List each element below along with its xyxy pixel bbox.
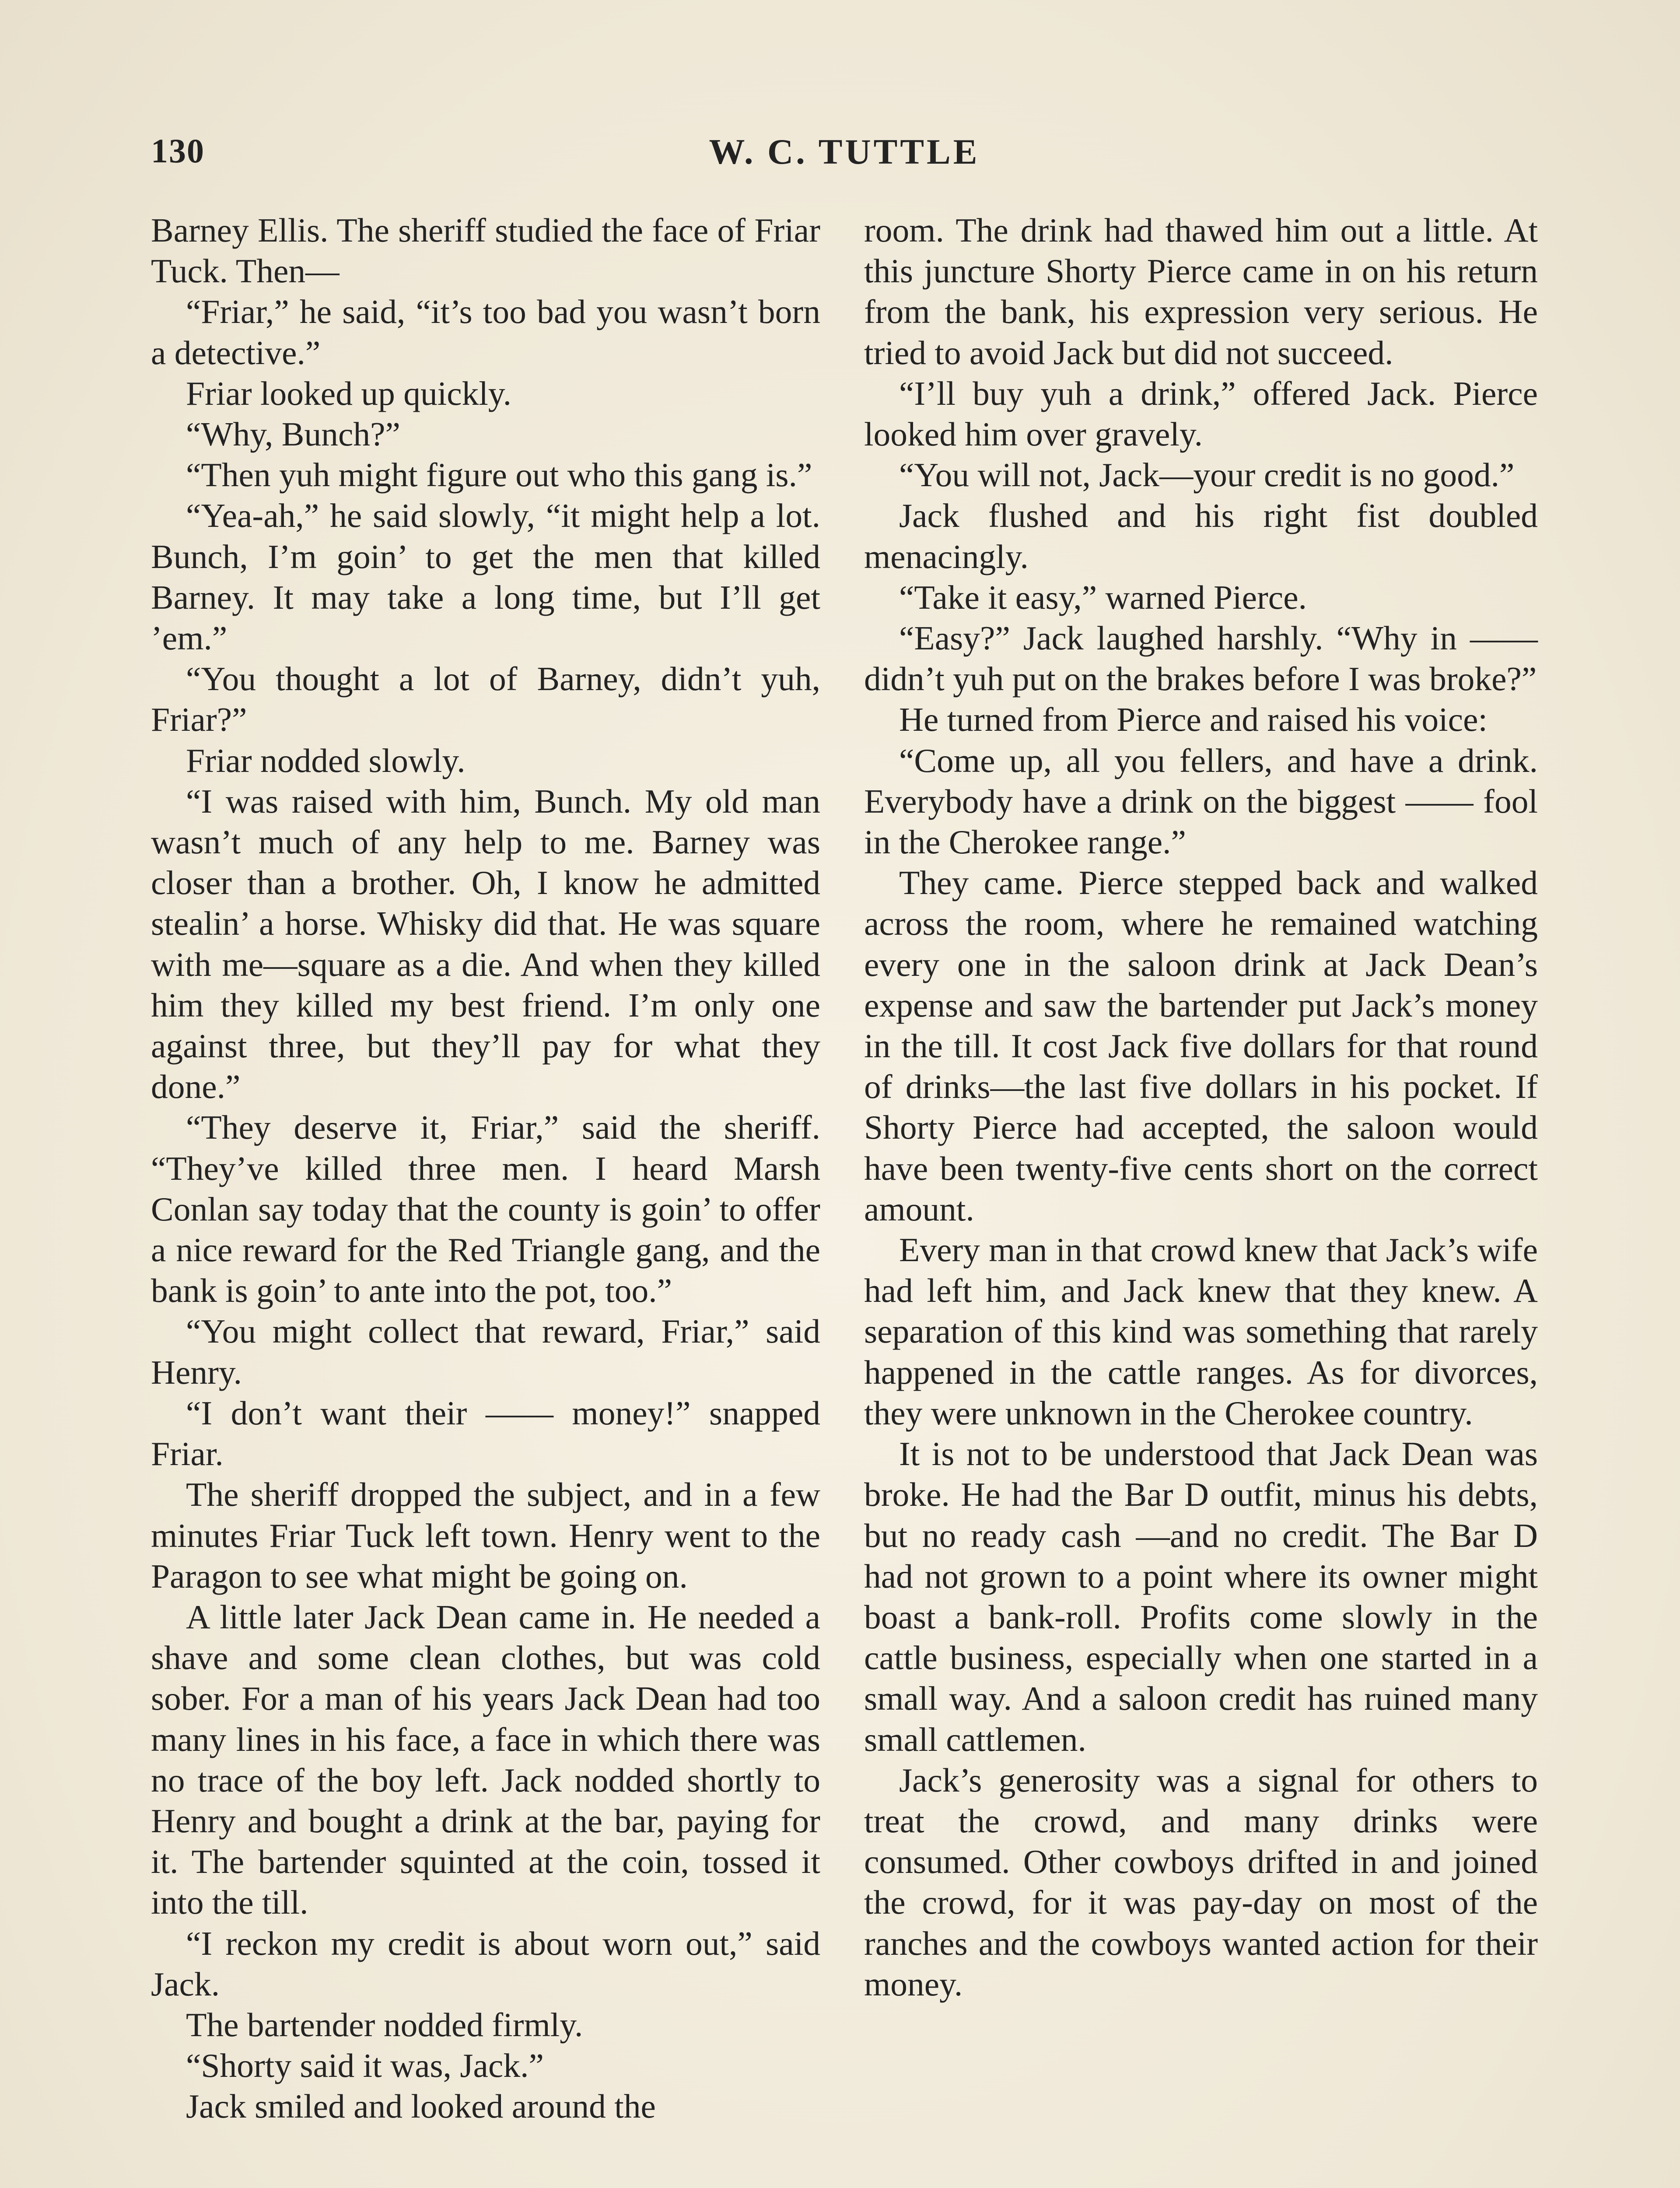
paragraph: The bartender nodded firmly.: [186, 2006, 583, 2044]
paragraph: “Take it easy,” warned Pierce.: [899, 578, 1307, 616]
page-header: [151, 131, 1538, 184]
paragraph: It is not to be understood that Jack Dean was broke. He had the Bar D outfit, minus his debts, but no ready cash —and no credit. The Bar D had not grown to a point where its owner might boast a bank-roll. Profits come slowly in the cattle business, especially when one started in a small way. And a saloon credit has ruined many small cattlemen.: [864, 1435, 1538, 1758]
paragraph: A little later Jack Dean came in. He needed a shave and some clean clothes, but was cold sober. For a man of his years Jack Dean had too many lines in his face, a face in which there was no trace of the boy left. Jack nodded shortly to Henry and bought a drink at the bar, paying for it. The bartender squinted at the coin, tossed it into the till.: [151, 1598, 820, 1922]
paragraph: “Then yuh might figure out who this gang is.”: [186, 456, 812, 494]
paragraph: “Easy?” Jack laughed harshly. “Why in —— didn’t yuh put on the brakes before I was broke?”: [864, 619, 1538, 698]
paragraph: The sheriff dropped the subject, and in a few minutes Friar Tuck left town. Henry went to the Paragon to see what might be going on.: [151, 1476, 820, 1595]
paragraph: “You will not, Jack—your credit is no good.”: [899, 456, 1515, 494]
paragraph: “I’ll buy yuh a drink,” offered Jack. Pierce looked him over gravely.: [864, 374, 1538, 453]
paragraph: “You might collect that reward, Friar,” said Henry.: [151, 1312, 820, 1391]
right-column: [864, 210, 1538, 2005]
paragraph: “Why, Bunch?”: [186, 415, 400, 453]
paragraph: Barney Ellis. The sheriff studied the face of Friar Tuck. Then—: [151, 211, 820, 290]
running-head: W. C. TUTTLE: [709, 132, 980, 172]
paragraph: “I reckon my credit is about worn out,” said Jack.: [151, 1924, 820, 2003]
page-number: 130: [151, 132, 205, 170]
paragraph: Friar nodded slowly.: [186, 741, 466, 779]
paragraph: “I don’t want their —— money!” snapped Friar.: [151, 1394, 820, 1473]
paragraph: “Friar,” he said, “it’s too bad you wasn’t born a detective.”: [151, 293, 820, 372]
paragraph: He turned from Pierce and raised his voice:: [899, 701, 1488, 739]
paragraph: Jack smiled and looked around the: [186, 2087, 656, 2125]
paragraph: “Yea-ah,” he said slowly, “it might help a lot. Bunch, I’m goin’ to get the men that killed Barney. It may take a long time, but I’ll get ’em.”: [151, 497, 820, 657]
paragraph: They came. Pierce stepped back and walked across the room, where he remained watching every one in the saloon drink at Jack Dean’s expense and saw the bartender put Jack’s money in the till. It cost Jack five dollars for that round of drinks—the last five dollars in his pocket. If Shorty Pierce had accepted, the saloon would have been twenty-five cents short on the correct amount.: [864, 864, 1538, 1228]
paragraph: “I was raised with him, Bunch. My old man wasn’t much of any help to me. Barney was closer than a brother. Oh, I know he admitted stealin’ a horse. Whisky did that. He was square with me—square as a die. And when they killed him they killed my best friend. I’m only one against three, but they’ll pay for what they done.”: [151, 782, 820, 1106]
paragraph: “You thought a lot of Barney, didn’t yuh, Friar?”: [151, 660, 820, 739]
left-column: [151, 210, 820, 2127]
paragraph: “They deserve it, Friar,” said the sheriff. “They’ve killed three men. I heard Marsh Conlan say today that the county is goin’ to offer a nice reward for the Red Triangle gang, and the bank is goin’ to ante into the pot, too.”: [151, 1108, 820, 1310]
paragraph: “Come up, all you fellers, and have a drink. Everybody have a drink on the biggest —— fool in the Cherokee range.”: [864, 741, 1538, 861]
paragraph: room. The drink had thawed him out a little. At this juncture Shorty Pierce came in on his return from the bank, his expression very serious. He tried to avoid Jack but did not succeed.: [864, 211, 1538, 372]
paragraph: “Shorty said it was, Jack.”: [186, 2047, 544, 2085]
paragraph: Every man in that crowd knew that Jack’s wife had left him, and Jack knew that they knew. A separation of this kind was something that rarely happened in the cattle ranges. As for divorces, they were unknown in the Cherokee country.: [864, 1231, 1538, 1432]
paragraph: Jack’s generosity was a signal for others to treat the crowd, and many drinks were consumed. Other cowboys drifted in and joined the crowd, for it was pay-day on most of the ranches and the cowboys wanted action for their money.: [864, 1761, 1538, 2003]
paragraph: Friar looked up quickly.: [186, 374, 512, 412]
paragraph: Jack flushed and his right fist doubled menacingly.: [864, 497, 1538, 575]
